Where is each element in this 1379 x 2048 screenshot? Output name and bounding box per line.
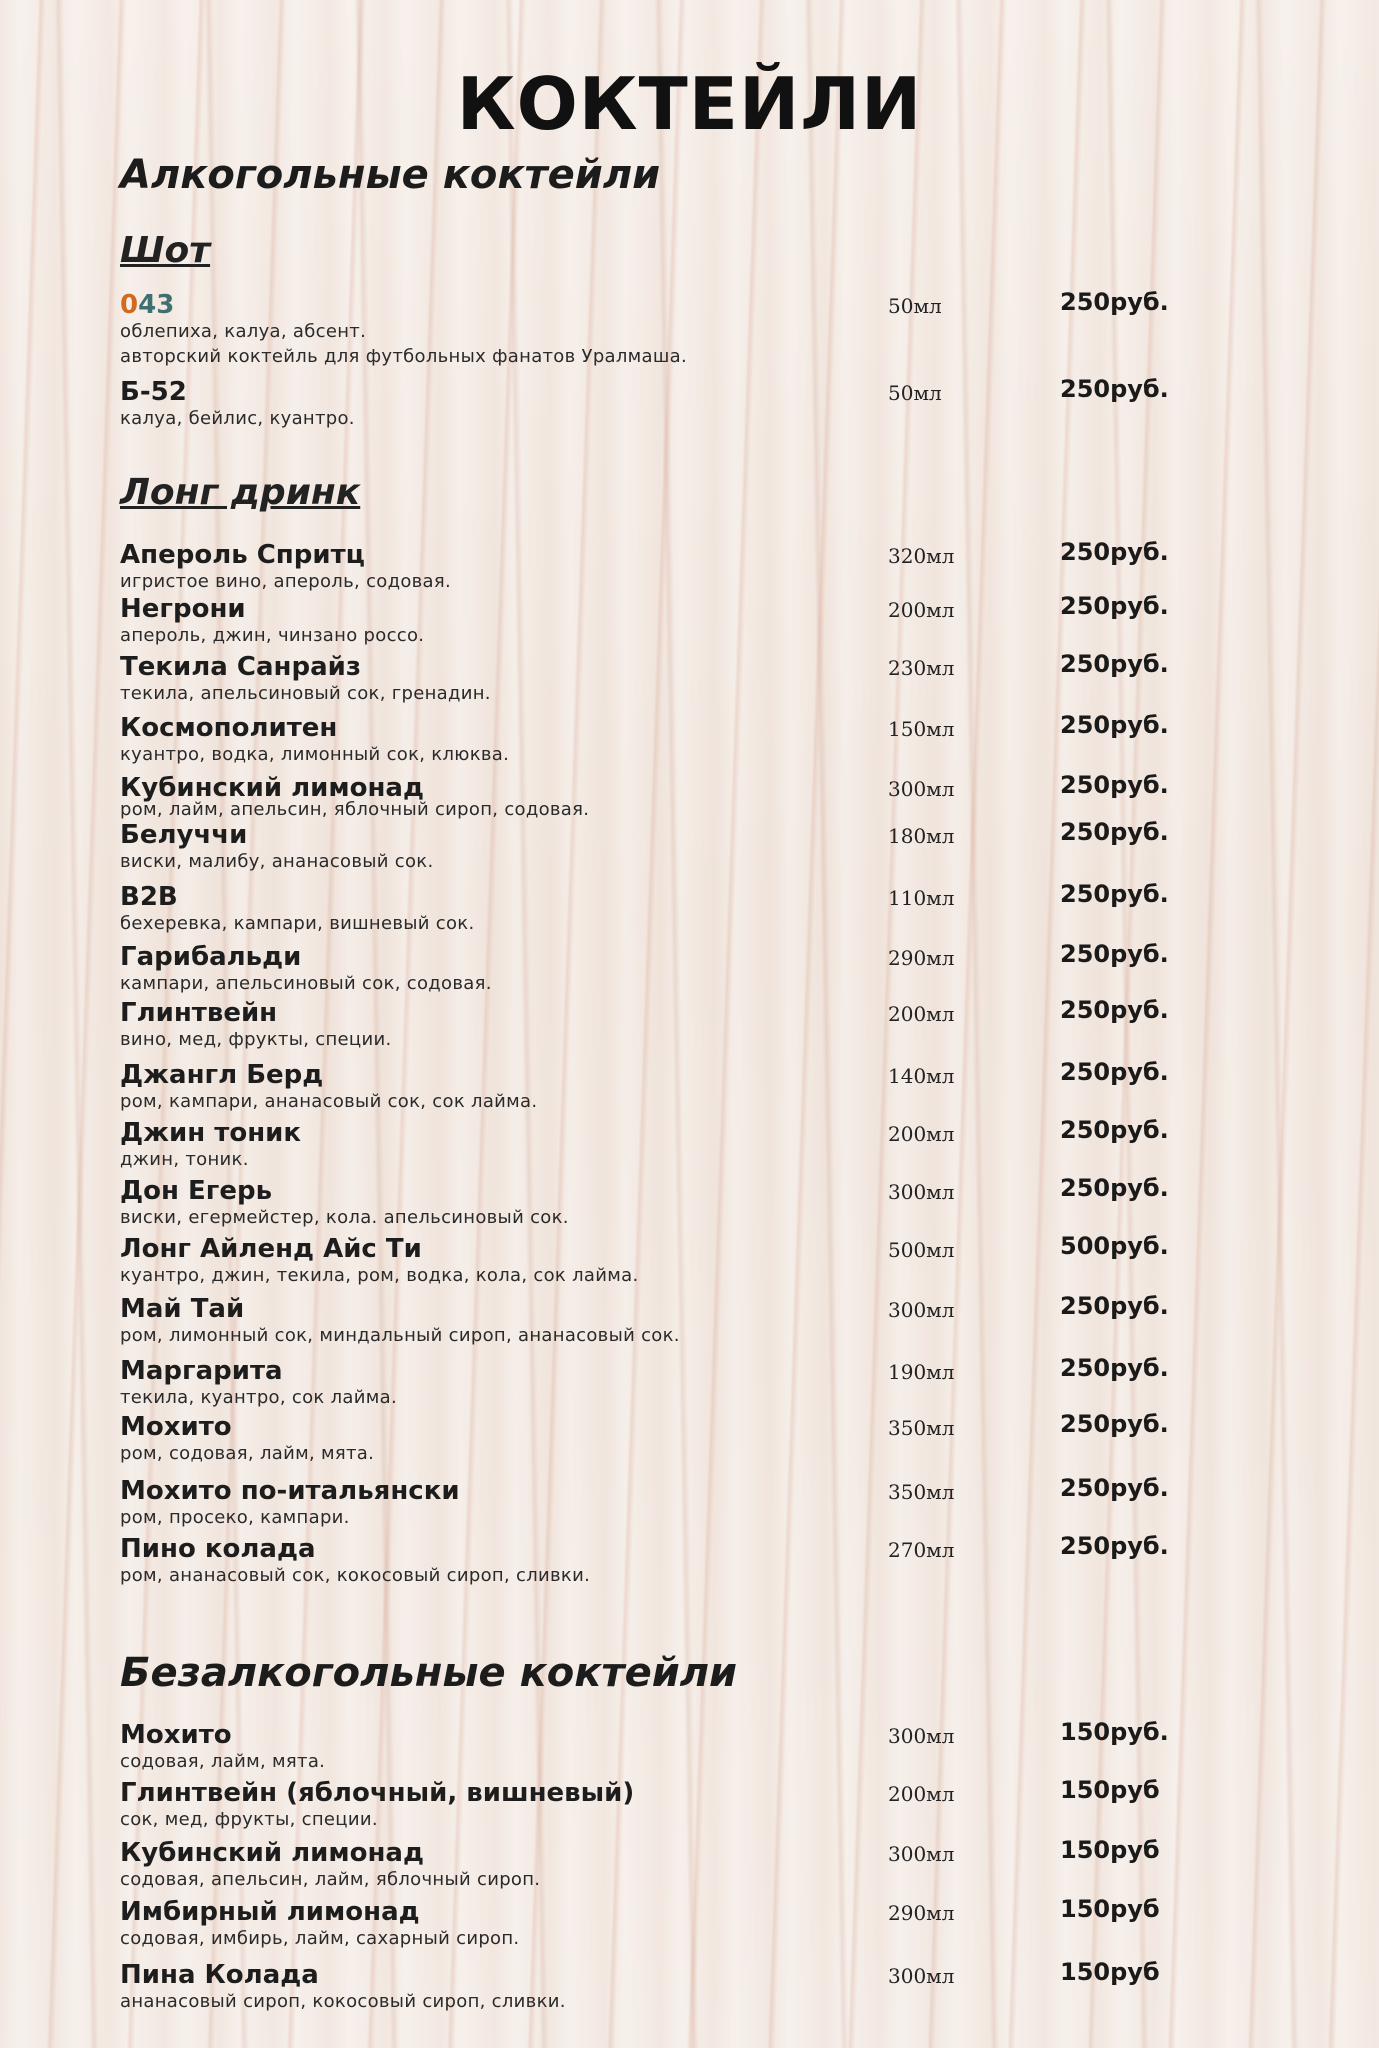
menu-item <box>120 594 1180 654</box>
item-price: 250руб. <box>1060 1174 1169 1202</box>
menu-item <box>120 1897 1180 1957</box>
menu-item <box>120 377 1180 437</box>
menu-item <box>120 1720 1180 1780</box>
item-volume: 300мл <box>888 777 955 801</box>
item-volume: 300мл <box>888 1724 955 1748</box>
subsection-title-shot: Шот <box>120 230 211 271</box>
section-title-alcoholic: Алкогольные коктейли <box>120 152 661 198</box>
item-name: Имбирный лимонад <box>120 1897 420 1927</box>
item-price: 250руб. <box>1060 538 1169 566</box>
item-name: Мохито <box>120 1720 232 1750</box>
item-volume: 200мл <box>888 598 955 622</box>
item-description: джин, тоник. <box>120 1149 249 1170</box>
item-name: Мохито <box>120 1412 232 1442</box>
item-price: 150руб <box>1060 1958 1160 1986</box>
name-digit: 0 <box>120 290 139 320</box>
item-price: 250руб. <box>1060 818 1169 846</box>
item-price: 150руб <box>1060 1895 1160 1923</box>
item-name: Маргарита <box>120 1356 283 1386</box>
item-description: ром, просеко, кампари. <box>120 1507 350 1528</box>
item-volume: 350мл <box>888 1416 955 1440</box>
item-price: 250руб. <box>1060 1474 1169 1502</box>
item-name: Б-52 <box>120 377 187 407</box>
item-description: калуа, бейлис, куантро. <box>120 408 355 429</box>
menu-item <box>120 1118 1180 1178</box>
menu-item <box>120 1838 1180 1898</box>
item-volume: 200мл <box>888 1122 955 1146</box>
section-title-nonalcoholic: Безалкогольные коктейли <box>120 1650 738 1696</box>
item-name: Май Тай <box>120 1294 245 1324</box>
item-description: кампари, апельсиновый сок, содовая. <box>120 973 492 994</box>
item-price: 250руб. <box>1060 771 1169 799</box>
item-description: игристое вино, апероль, содовая. <box>120 571 452 592</box>
item-price: 250руб. <box>1060 711 1169 739</box>
item-price: 250руб. <box>1060 1410 1169 1438</box>
item-price: 250руб. <box>1060 996 1169 1024</box>
menu-item <box>120 882 1180 942</box>
item-price: 250руб. <box>1060 880 1169 908</box>
item-name: B2B <box>120 882 178 912</box>
menu-item <box>120 288 1180 367</box>
item-name: Глинтвейн (яблочный, вишневый) <box>120 1778 635 1808</box>
menu-item <box>120 820 1180 880</box>
item-description: куантро, джин, текила, ром, водка, кола, сок лайма. <box>120 1265 639 1286</box>
menu-item <box>120 1234 1180 1294</box>
item-description: вино, мед, фрукты, специи. <box>120 1029 392 1050</box>
item-volume: 290мл <box>888 1901 955 1925</box>
menu-item <box>120 1476 1180 1536</box>
item-description: ром, кампари, ананасовый сок, сок лайма. <box>120 1091 538 1112</box>
item-description: ром, лайм, апельсин, яблочный сироп, содовая. <box>120 799 590 820</box>
menu-item <box>120 540 1180 600</box>
item-description: куантро, водка, лимонный сок, клюква. <box>120 744 510 765</box>
item-description: содовая, лайм, мята. <box>120 1751 326 1772</box>
item-price: 250руб. <box>1060 1292 1169 1320</box>
item-volume: 150мл <box>888 717 955 741</box>
item-description: апероль, джин, чинзано россо. <box>120 625 425 646</box>
item-name: Дон Егерь <box>120 1176 273 1206</box>
item-name: Текила Санрайз <box>120 652 361 682</box>
item-name: Кубинский лимонад <box>120 773 424 803</box>
item-description: ананасовый сироп, кокосовый сироп, сливки. <box>120 1991 566 2012</box>
menu-item <box>120 998 1180 1058</box>
item-volume: 200мл <box>888 1002 955 1026</box>
item-price: 250руб. <box>1060 288 1169 316</box>
item-price: 250руб. <box>1060 1058 1169 1086</box>
item-price: 250руб. <box>1060 940 1169 968</box>
item-name: Гарибальди <box>120 942 302 972</box>
menu-item <box>120 1412 1180 1472</box>
item-volume: 350мл <box>888 1480 955 1504</box>
item-name: Пина Колада <box>120 1960 319 1990</box>
name-digit: 3 <box>156 290 175 320</box>
item-volume: 300мл <box>888 1298 955 1322</box>
item-volume: 300мл <box>888 1842 955 1866</box>
item-name: Кубинский лимонад <box>120 1838 424 1868</box>
item-description: ром, лимонный сок, миндальный сироп, ананасовый сок. <box>120 1325 680 1346</box>
menu-item <box>120 1294 1180 1354</box>
item-name: Белуччи <box>120 820 248 850</box>
item-description: облепиха, калуа, абсент. <box>120 321 367 342</box>
item-price: 500руб. <box>1060 1232 1169 1260</box>
menu-item <box>120 942 1180 1002</box>
item-name: Глинтвейн <box>120 998 278 1028</box>
item-price: 250руб. <box>1060 650 1169 678</box>
item-description: бехеревка, кампари, вишневый сок. <box>120 913 475 934</box>
item-description: содовая, апельсин, лайм, яблочный сироп. <box>120 1869 541 1890</box>
item-name <box>120 290 174 320</box>
item-name: Мохито по-итальянски <box>120 1476 460 1506</box>
menu-item <box>120 652 1180 712</box>
item-volume: 500мл <box>888 1238 955 1262</box>
item-description: виски, егермейстер, кола. апельсиновый сок. <box>120 1207 569 1228</box>
item-description: ром, ананасовый сок, кокосовый сироп, сливки. <box>120 1565 591 1586</box>
item-volume: 300мл <box>888 1964 955 1988</box>
page-title: КОКТЕЙЛИ <box>456 62 923 146</box>
item-note: авторский коктейль для футбольных фанатов Уралмаша. <box>120 346 688 367</box>
item-volume: 230мл <box>888 656 955 680</box>
item-description: ром, содовая, лайм, мята. <box>120 1443 375 1464</box>
item-volume: 290мл <box>888 946 955 970</box>
menu-item <box>120 1960 1180 2020</box>
item-price: 250руб. <box>1060 592 1169 620</box>
item-description: текила, куантро, сок лайма. <box>120 1387 397 1408</box>
item-name: Космополитен <box>120 713 338 743</box>
item-description: сок, мед, фрукты, специи. <box>120 1809 378 1830</box>
name-digit: 4 <box>138 290 157 320</box>
item-volume: 320мл <box>888 544 955 568</box>
item-name: Лонг Айленд Айс Ти <box>120 1234 422 1264</box>
item-volume: 270мл <box>888 1538 955 1562</box>
subsection-title-long-drink: Лонг дринк <box>120 472 361 513</box>
item-name: Негрони <box>120 594 246 624</box>
item-volume: 180мл <box>888 824 955 848</box>
item-name: Апероль Спритц <box>120 540 365 570</box>
item-name: Джангл Берд <box>120 1060 324 1090</box>
item-price: 250руб. <box>1060 375 1169 403</box>
item-name: Джин тоник <box>120 1118 302 1148</box>
item-volume: 140мл <box>888 1064 955 1088</box>
item-price: 250руб. <box>1060 1354 1169 1382</box>
menu-item <box>120 1534 1180 1594</box>
menu-item <box>120 1778 1180 1838</box>
item-description: текила, апельсиновый сок, гренадин. <box>120 683 491 704</box>
item-volume: 190мл <box>888 1360 955 1384</box>
item-description: виски, малибу, ананасовый сок. <box>120 851 434 872</box>
item-volume: 110мл <box>888 886 955 910</box>
item-volume: 50мл <box>888 381 942 405</box>
menu-item <box>120 1176 1180 1236</box>
item-price: 150руб <box>1060 1836 1160 1864</box>
item-volume: 200мл <box>888 1782 955 1806</box>
item-price: 150руб. <box>1060 1718 1169 1746</box>
item-price: 250руб. <box>1060 1116 1169 1144</box>
item-price: 150руб <box>1060 1776 1160 1804</box>
item-name: Пино колада <box>120 1534 316 1564</box>
menu-item <box>120 1060 1180 1120</box>
item-volume: 50мл <box>888 294 942 318</box>
menu-item <box>120 1356 1180 1416</box>
menu-item <box>120 713 1180 773</box>
item-description: содовая, имбирь, лайм, сахарный сироп. <box>120 1928 520 1949</box>
item-volume: 300мл <box>888 1180 955 1204</box>
item-price: 250руб. <box>1060 1532 1169 1560</box>
